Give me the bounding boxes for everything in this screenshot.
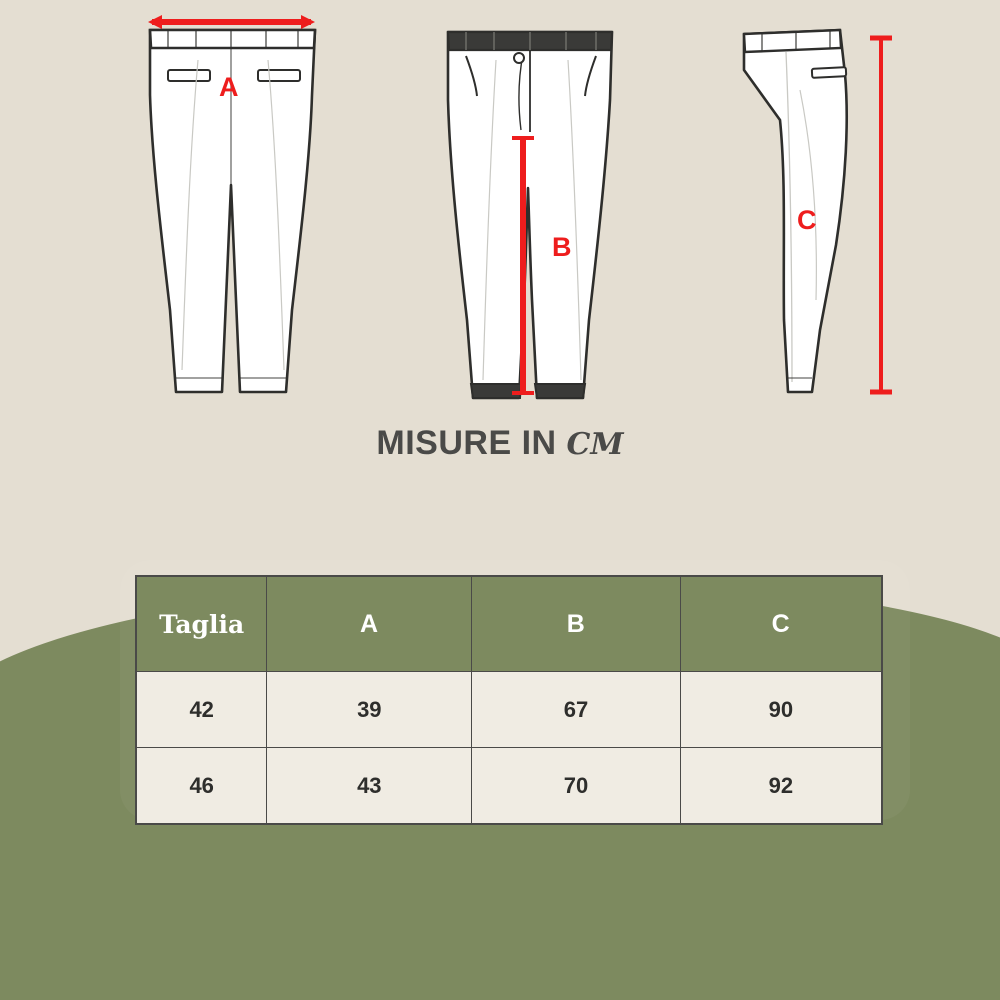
table-cell-a: 39 <box>267 672 472 748</box>
table-header-c: C <box>680 577 881 672</box>
size-table <box>136 576 882 824</box>
marker-label-c: C <box>797 205 817 235</box>
table-cell-a: 43 <box>267 748 472 824</box>
marker-label-b: B <box>552 232 572 262</box>
back-view-illustration <box>448 32 612 398</box>
table-header-a: A <box>267 577 472 672</box>
table-header-taglia: Taglia <box>137 577 267 672</box>
table-cell-c: 92 <box>680 748 881 824</box>
size-table-container <box>135 575 883 825</box>
table-cell-size: 46 <box>137 748 267 824</box>
measurement-unit-caption <box>0 424 1000 463</box>
table-header-row <box>137 577 882 672</box>
table-cell-b: 70 <box>472 748 681 824</box>
caption-unit: CM <box>566 427 624 462</box>
trousers-illustrations <box>0 0 1000 420</box>
table-row <box>137 748 882 824</box>
side-view-illustration <box>744 30 892 392</box>
table-row <box>137 672 882 748</box>
table-cell-size: 42 <box>137 672 267 748</box>
marker-label-a: A <box>219 72 239 102</box>
table-header-b: B <box>472 577 681 672</box>
table-cell-c: 90 <box>680 672 881 748</box>
caption-text: MISURE IN <box>376 424 567 462</box>
table-cell-b: 67 <box>472 672 681 748</box>
